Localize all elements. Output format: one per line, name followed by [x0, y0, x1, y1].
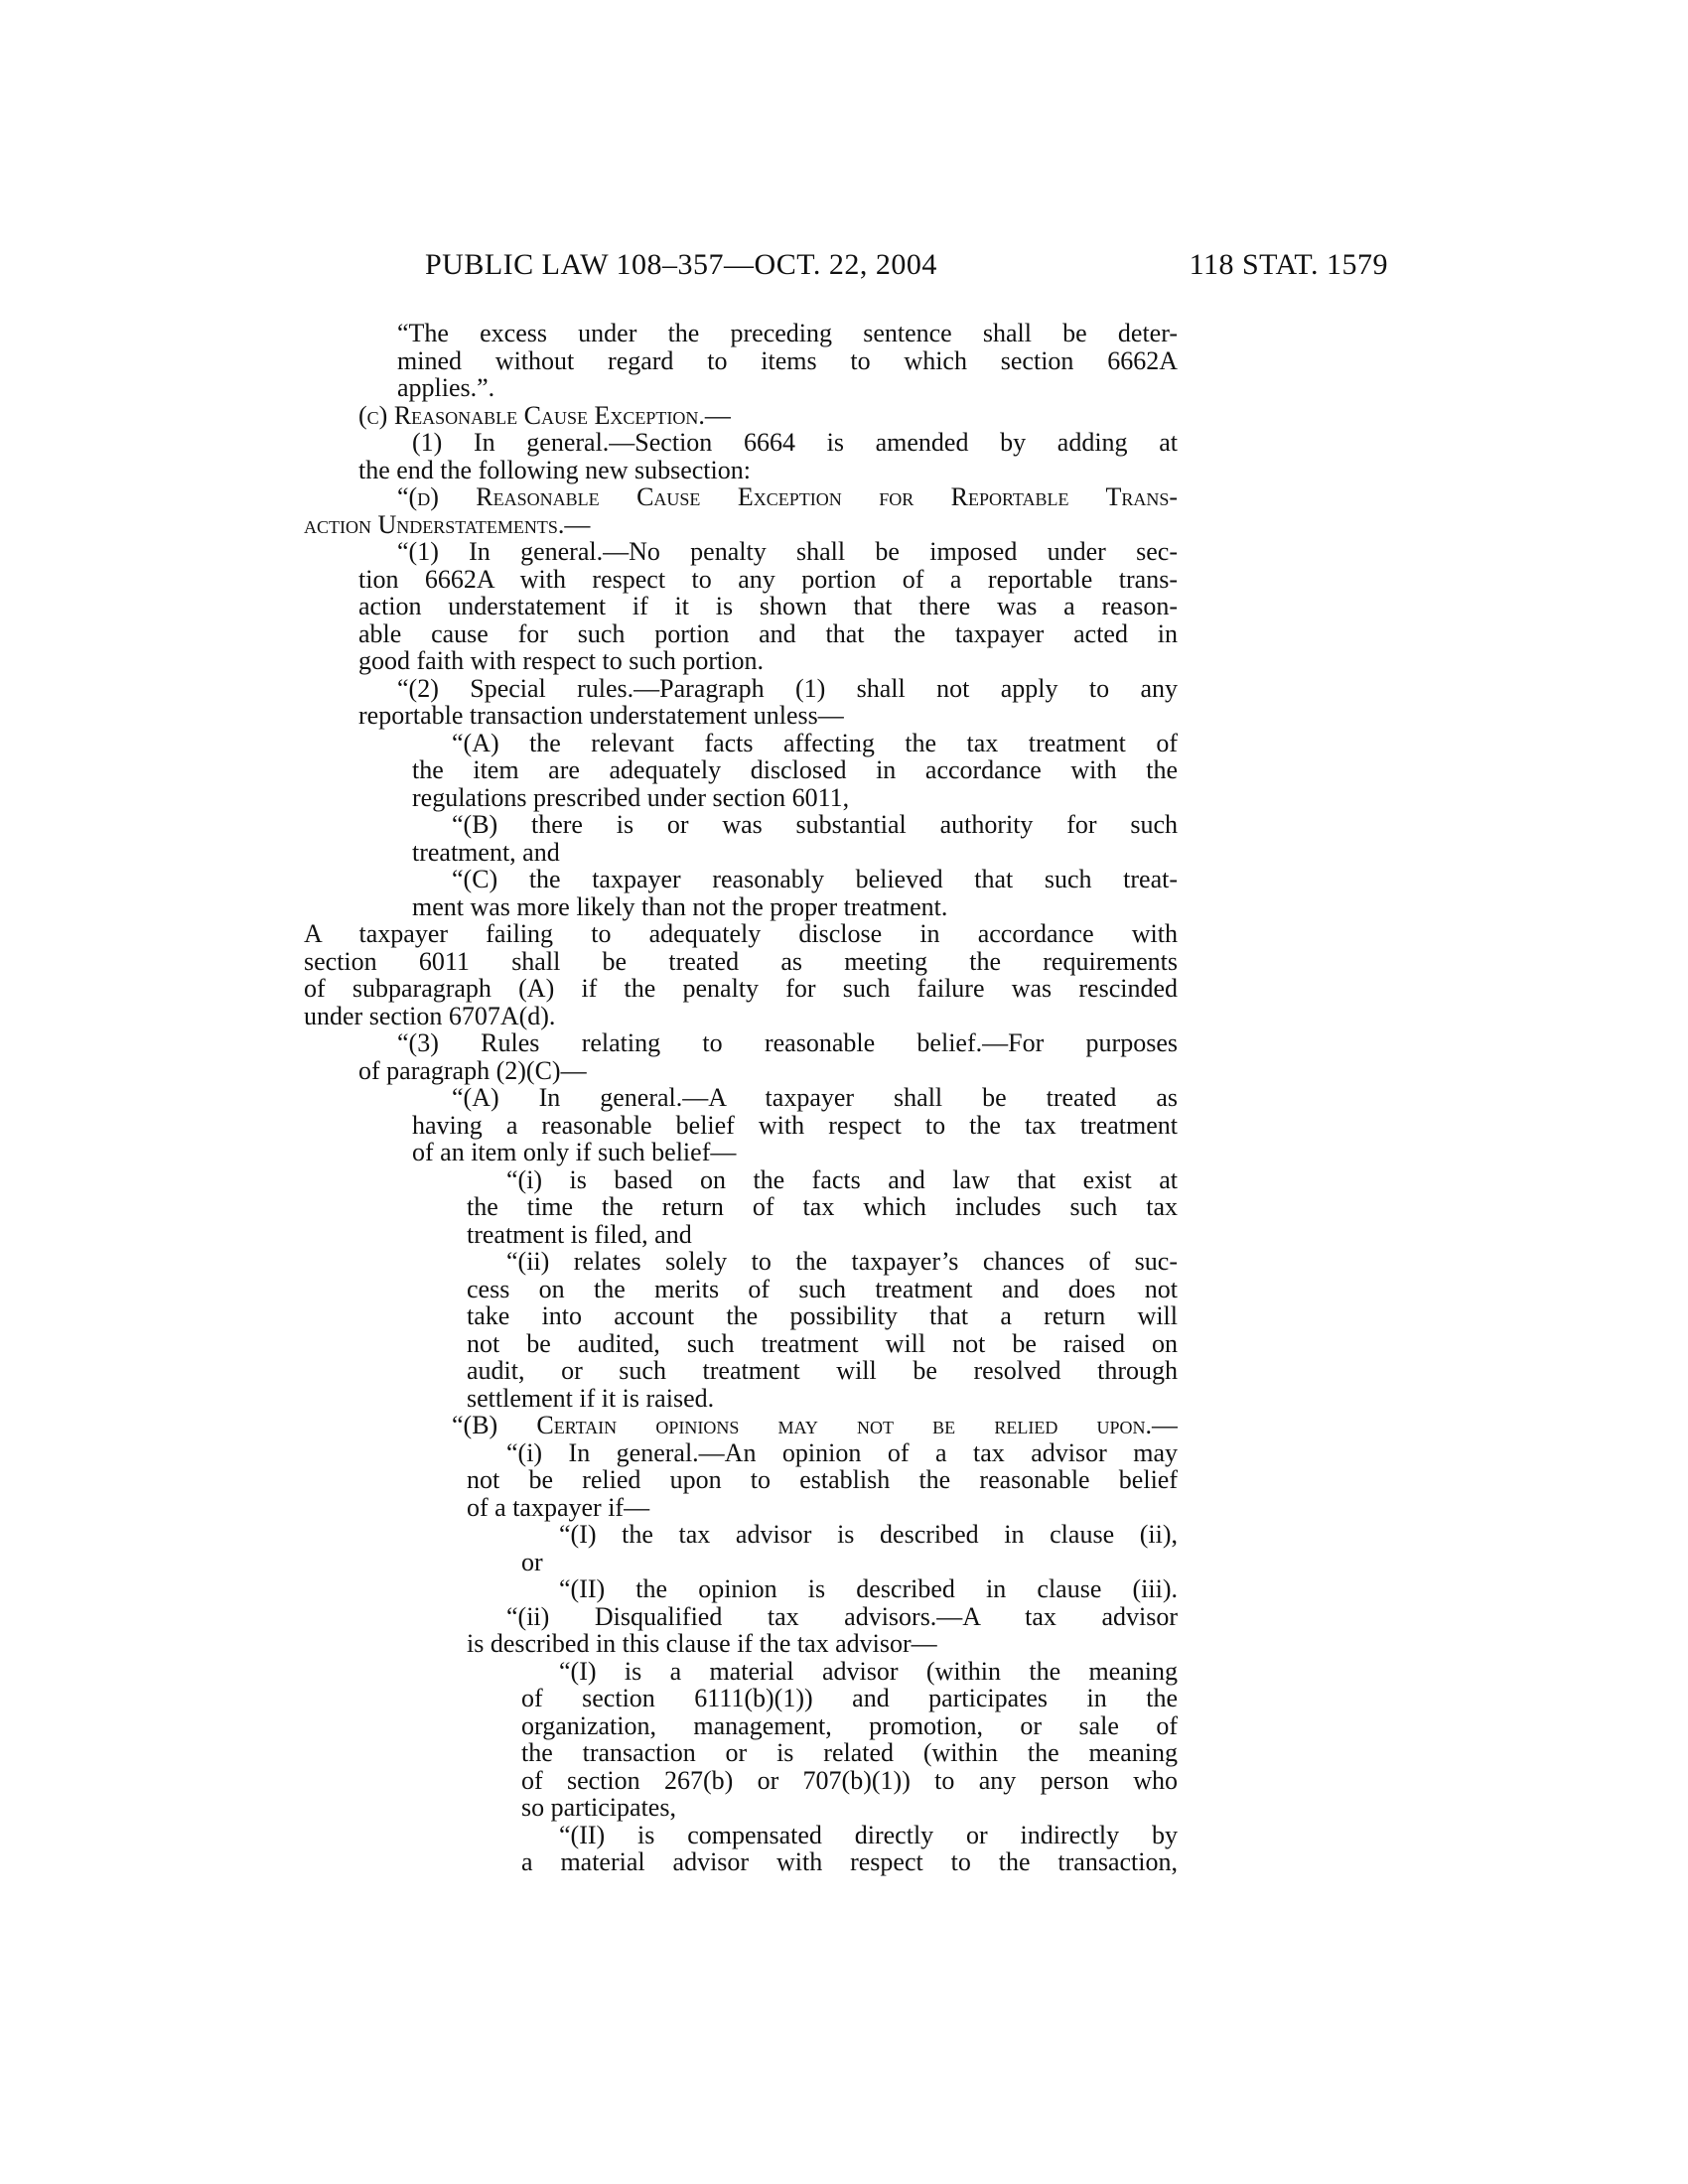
text-line: section 6011 shall be treated as meeting the requirements — [304, 948, 1178, 976]
text-line: treatment, and — [412, 838, 560, 867]
text-line: the end the following new subsection: — [358, 456, 751, 484]
text-line: “(C) the taxpayer reasonably believed that such treat- — [452, 866, 1178, 893]
text-line: “(A) In general.—A taxpayer shall be treated as — [452, 1084, 1178, 1112]
text-line: of section 6111(b)(1)) and participates in the — [521, 1685, 1178, 1712]
text-line: audit, or such treatment will be resolved through — [467, 1357, 1178, 1385]
text-line: “(A) the relevant facts affecting the tax treatment of — [452, 730, 1178, 757]
text-line: “(i) In general.—An opinion of a tax advisor may — [506, 1439, 1178, 1467]
text-line: “(I) the tax advisor is described in clause (ii), — [559, 1521, 1178, 1549]
text-line: is described in this clause if the tax advisor— — [467, 1629, 937, 1658]
text-line: A taxpayer failing to adequately disclose in accordance with — [304, 920, 1178, 948]
text-line: “(1) In general.—No penalty shall be imposed under sec- — [397, 538, 1178, 566]
text-line: organization, management, promotion, or sale of — [521, 1712, 1178, 1740]
text-line: of paragraph (2)(C)— — [358, 1056, 587, 1085]
text-line: or — [521, 1548, 543, 1576]
text-line: good faith with respect to such portion. — [358, 646, 764, 675]
text-line: the item are adequately disclosed in accordance with the — [412, 756, 1178, 784]
text-line: so participates, — [521, 1793, 676, 1822]
text-line: of subparagraph (A) if the penalty for such failure was rescinded — [304, 975, 1178, 1003]
text-line: the time the return of tax which includes such tax — [467, 1193, 1178, 1221]
text-line: tion 6662A with respect to any portion of a reportable trans- — [358, 566, 1178, 594]
text-line: “The excess under the preceding sentence shall be deter- — [397, 320, 1178, 347]
text-line: (1) In general.—Section 6664 is amended by adding at — [412, 429, 1178, 457]
text-line: not be relied upon to establish the reasonable belief — [467, 1466, 1178, 1494]
text-line: “(II) is compensated directly or indirectly by — [559, 1822, 1178, 1849]
text-line: “(ii) relates solely to the taxpayer’s chances of suc- — [506, 1248, 1178, 1276]
text-line: the transaction or is related (within the meaning — [521, 1739, 1178, 1767]
text-line: able cause for such portion and that the taxpayer acted in — [358, 620, 1178, 648]
stat-page-number: 118 STAT. 1579 — [1189, 248, 1388, 281]
text-line: of a taxpayer if— — [467, 1493, 650, 1522]
text-line: treatment is filed, and — [467, 1220, 692, 1249]
text-line: not be audited, such treatment will not be raised on — [467, 1330, 1178, 1358]
text-line: ment was more likely than not the proper treatment. — [412, 892, 948, 921]
subsection-heading: action Understatements.— — [304, 510, 591, 539]
text-line: applies.”. — [397, 373, 495, 402]
text-line: regulations prescribed under section 6011, — [412, 783, 850, 812]
text-line: “(3) Rules relating to reasonable belief.—For purposes — [397, 1029, 1178, 1057]
text-line: a material advisor with respect to the transaction, — [521, 1848, 1178, 1876]
text-line: mined without regard to items to which section 6662A — [397, 347, 1178, 375]
text-line: “(I) is a material advisor (within the meaning — [559, 1658, 1178, 1686]
text-line: “(ii) Disqualified tax advisors.—A tax advisor — [506, 1603, 1178, 1631]
text-line: under section 6707A(d). — [304, 1002, 556, 1030]
text-line: action understatement if it is shown that there was a reason- — [358, 593, 1178, 620]
text-line: take into account the possibility that a return will — [467, 1302, 1178, 1330]
text-line: “(II) the opinion is described in clause (iii). — [559, 1575, 1178, 1603]
text-line: “(B) there is or was substantial authority for such — [452, 811, 1178, 839]
section-heading: (c) Reasonable Cause Exception.— — [358, 401, 731, 430]
text-line: of an item only if such belief— — [412, 1138, 737, 1166]
subparagraph-heading: “(B) Certain opinions may not be relied upon.— — [452, 1412, 1178, 1439]
text-line: settlement if it is raised. — [467, 1384, 715, 1413]
text-line: “(i) is based on the facts and law that exist at — [506, 1166, 1178, 1194]
text-line: reportable transaction understatement unless— — [358, 701, 844, 730]
text-line: cess on the merits of such treatment and does not — [467, 1276, 1178, 1303]
subsection-heading: “(d) Reasonable Cause Exception for Reportable Trans- — [397, 483, 1178, 511]
public-law-title: PUBLIC LAW 108–357—OCT. 22, 2004 — [425, 248, 937, 281]
text-line: of section 267(b) or 707(b)(1)) to any person who — [521, 1767, 1178, 1795]
text-line: having a reasonable belief with respect to the tax treatment — [412, 1112, 1178, 1140]
page-header — [425, 248, 1388, 288]
text-line: “(2) Special rules.—Paragraph (1) shall not apply to any — [397, 675, 1178, 703]
